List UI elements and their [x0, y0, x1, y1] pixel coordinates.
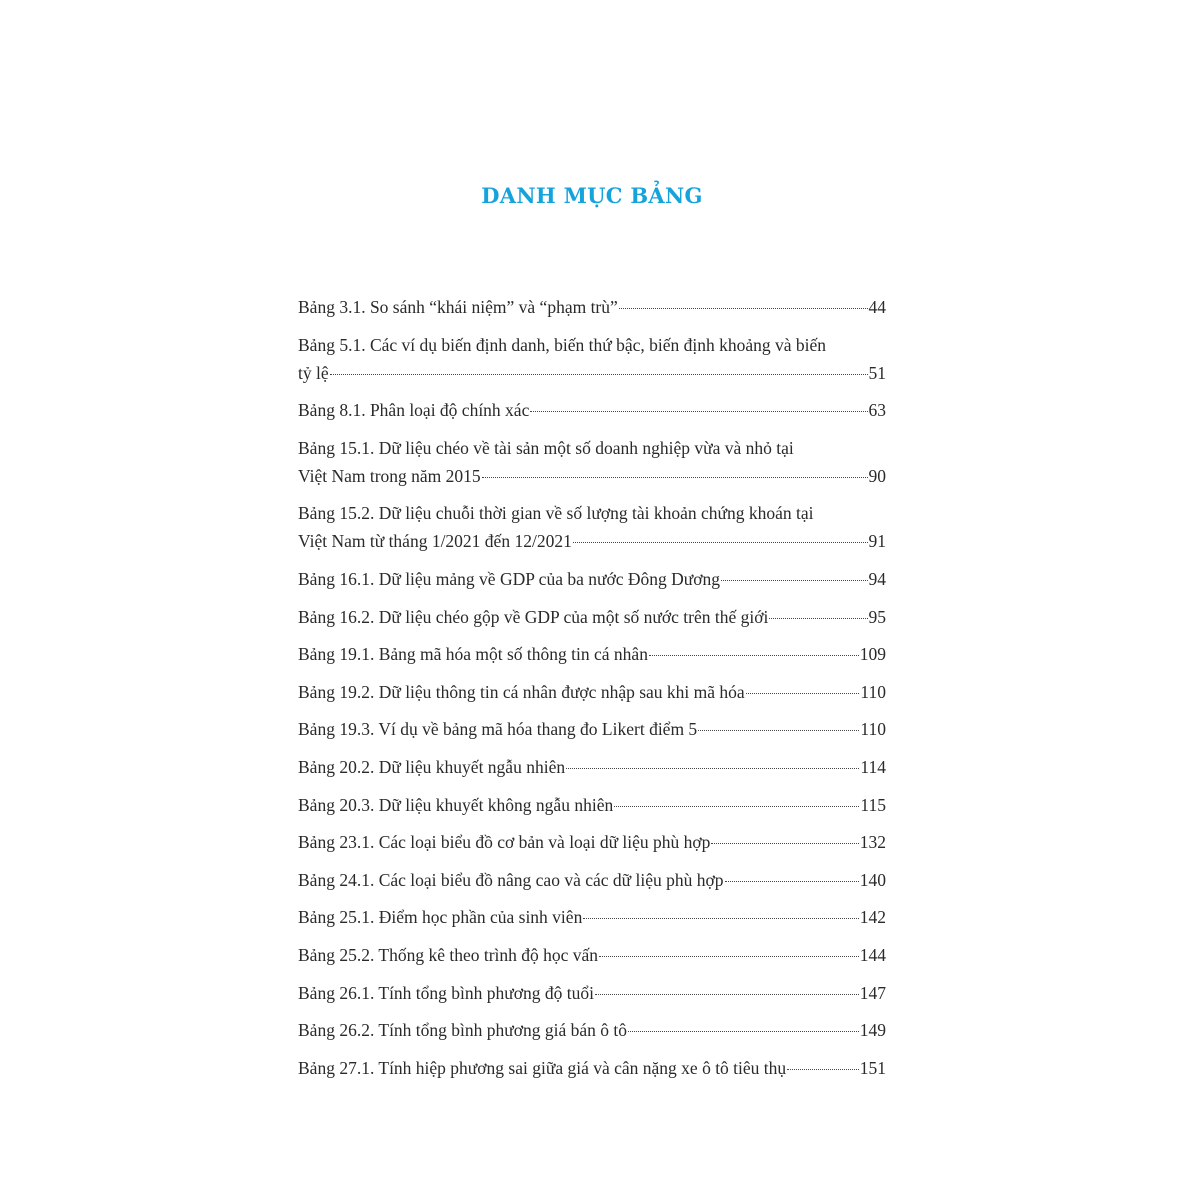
- toc-entry-line: [298, 1016, 886, 1044]
- dot-leader: [573, 542, 868, 543]
- page-number: 109: [859, 644, 886, 665]
- dot-leader: [595, 994, 859, 995]
- page-number: 114: [860, 756, 886, 777]
- toc-entry: [298, 499, 886, 555]
- dot-leader: [482, 477, 868, 478]
- toc-entry: [298, 434, 886, 490]
- toc-entry-line: [298, 640, 886, 668]
- toc-entry-line: [298, 499, 886, 527]
- dot-leader: [725, 881, 859, 882]
- page-title: DANH MỤC BẢNG: [481, 183, 703, 208]
- page-number: 151: [859, 1057, 886, 1078]
- page-number: 132: [859, 832, 886, 853]
- toc-entry-line: [298, 979, 886, 1007]
- toc-entry: [298, 603, 886, 631]
- toc-entry: [298, 1016, 886, 1044]
- toc-entry-title: Bảng 25.2. Thống kê theo trình độ học vấn: [298, 944, 599, 965]
- dot-leader: [649, 655, 859, 656]
- toc-entry-title: Bảng 27.1. Tính hiệp phương sai giữa giá và cân nặng xe ô tô tiêu thụ: [298, 1057, 787, 1078]
- toc-entry: [298, 1054, 886, 1082]
- toc-entry: [298, 640, 886, 668]
- dot-leader: [746, 693, 860, 694]
- toc-entry: [298, 331, 886, 387]
- toc-entry-line: [298, 565, 886, 593]
- toc-entry: [298, 828, 886, 856]
- page-number: 95: [868, 606, 886, 627]
- toc-entry-title: Bảng 16.1. Dữ liệu mảng về GDP của ba nước Đông Dương: [298, 568, 721, 589]
- page-number: 90: [868, 465, 886, 486]
- page-number: 63: [868, 400, 886, 421]
- toc-entry-title: Bảng 15.1. Dữ liệu chéo về tài sản một số doanh nghiệp vừa và nhỏ tại: [298, 437, 794, 458]
- dot-leader: [330, 374, 868, 375]
- dot-leader: [628, 1031, 859, 1032]
- dot-leader: [530, 411, 867, 412]
- toc-entry-title: Bảng 20.3. Dữ liệu khuyết không ngẫu nhiên: [298, 794, 614, 815]
- toc-entry-title: tỷ lệ: [298, 362, 329, 383]
- page-number: 91: [868, 531, 886, 552]
- toc-entry-title: Bảng 19.1. Bảng mã hóa một số thông tin cá nhân: [298, 644, 648, 665]
- toc-entry: [298, 903, 886, 931]
- page-number: 110: [860, 719, 886, 740]
- page-number: 147: [859, 982, 886, 1003]
- toc-entry-title: Bảng 23.1. Các loại biểu đồ cơ bản và loại dữ liệu phù hợp: [298, 832, 711, 853]
- toc-entry-line: [298, 678, 886, 706]
- dot-leader: [698, 730, 859, 731]
- page-number: 144: [859, 944, 886, 965]
- toc-entry-title: Bảng 8.1. Phân loại độ chính xác: [298, 400, 530, 421]
- toc-entry-title: Bảng 19.2. Dữ liệu thông tin cá nhân được nhập sau khi mã hóa: [298, 681, 745, 702]
- dot-leader: [721, 580, 867, 581]
- toc-entry-title: Bảng 25.1. Điểm học phần của sinh viên: [298, 907, 583, 928]
- page-number: 149: [859, 1020, 886, 1041]
- toc-entry: [298, 753, 886, 781]
- toc-entry-line: [298, 331, 886, 359]
- toc-entry-line: [298, 866, 886, 894]
- toc-entry-title: Việt Nam trong năm 2015: [298, 465, 481, 486]
- toc-entry: [298, 979, 886, 1007]
- toc-entry: [298, 678, 886, 706]
- toc-entry: [298, 293, 886, 321]
- dot-leader: [583, 918, 858, 919]
- page-number: 140: [859, 869, 886, 890]
- toc-entry-line: [298, 828, 886, 856]
- table-list: [298, 293, 886, 1091]
- page-number: 44: [868, 297, 886, 317]
- page-number: 51: [868, 362, 886, 383]
- toc-entry-line: [298, 359, 886, 387]
- dot-leader: [599, 956, 859, 957]
- toc-entry-title: Bảng 24.1. Các loại biểu đồ nâng cao và các dữ liệu phù hợp: [298, 869, 724, 890]
- toc-entry-title: Bảng 5.1. Các ví dụ biến định danh, biến thứ bậc, biến định khoảng và biến: [298, 334, 827, 355]
- toc-entry-line: [298, 527, 886, 555]
- toc-entry-line: [298, 941, 886, 969]
- dot-leader: [566, 768, 859, 769]
- page-number: 94: [868, 568, 886, 589]
- toc-entry-title: Bảng 15.2. Dữ liệu chuỗi thời gian về số lượng tài khoản chứng khoán tại: [298, 503, 814, 524]
- toc-entry-title: Bảng 26.2. Tính tổng bình phương giá bán ô tô: [298, 1020, 628, 1041]
- toc-entry-line: [298, 293, 886, 321]
- toc-entry-line: [298, 434, 886, 462]
- toc-entry-line: [298, 603, 886, 631]
- toc-entry-title: Bảng 16.2. Dữ liệu chéo gộp về GDP của một số nước trên thế giới: [298, 606, 769, 627]
- toc-entry-line: [298, 462, 886, 490]
- toc-entry: [298, 866, 886, 894]
- toc-entry-line: [298, 753, 886, 781]
- toc-entry-title: Bảng 26.1. Tính tổng bình phương độ tuổi: [298, 982, 594, 1003]
- dot-leader: [614, 806, 859, 807]
- toc-entry-title: Việt Nam từ tháng 1/2021 đến 12/2021: [298, 531, 572, 552]
- page-number: 110: [860, 681, 886, 702]
- toc-entry-line: [298, 1054, 886, 1082]
- toc-entry-line: [298, 396, 886, 424]
- page-number: 115: [860, 794, 886, 815]
- toc-entry: [298, 715, 886, 743]
- toc-entry: [298, 396, 886, 424]
- dot-leader: [787, 1069, 859, 1070]
- dot-leader: [711, 843, 858, 844]
- dot-leader: [619, 308, 868, 309]
- toc-entry-line: [298, 791, 886, 819]
- page-number: 142: [859, 907, 886, 928]
- toc-entry-title: Bảng 3.1. So sánh “khái niệm” và “phạm trù”: [298, 297, 618, 317]
- toc-entry: [298, 941, 886, 969]
- toc-entry-title: Bảng 19.3. Ví dụ về bảng mã hóa thang đo Likert điểm 5: [298, 719, 698, 740]
- toc-entry-line: [298, 903, 886, 931]
- dot-leader: [769, 618, 867, 619]
- toc-entry: [298, 565, 886, 593]
- toc-entry: [298, 791, 886, 819]
- toc-entry-title: Bảng 20.2. Dữ liệu khuyết ngẫu nhiên: [298, 756, 566, 777]
- toc-entry-line: [298, 715, 886, 743]
